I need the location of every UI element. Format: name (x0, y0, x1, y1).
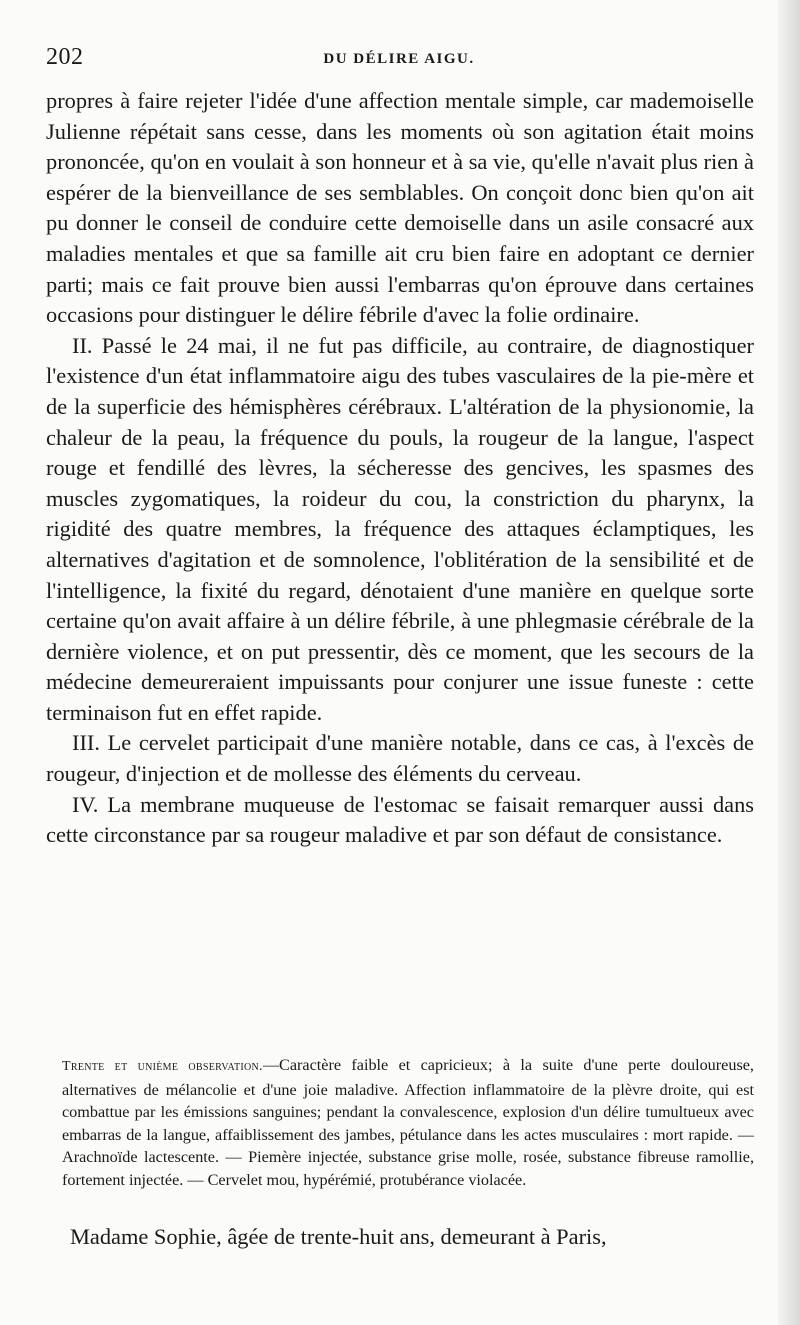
final-paragraph (70, 1222, 754, 1252)
section-iii-paragraph: III. Le cervelet participait d'une manière notable, dans ce cas, à l'excès de rougeur, d'injection et de mollesse des éléments du cerveau. (46, 730, 754, 787)
page-edge (778, 0, 800, 1325)
page-number: 202 (46, 44, 84, 70)
main-text (46, 86, 754, 851)
observation-text: —Caractère faible et capricieux; à la suite d'une perte douloureuse, alternatives de mélancolie et d'une joie maladive. Affection inflammatoire de la plèvre droite, qui est combattue par les émissions sanguines; pendant la convalescence, explosion d'un délire tumultueux avec embarras de la langue, affaiblissement des jambes, pétulance dans les actes musculaires : mort rapide. — Arachnoïde lactescente. — Piemère injectée, substance grise molle, rosée, substance fibreuse ramollie, fortement injectée. — Cervelet mou, hypérémié, protubérance violacée. (62, 1056, 754, 1189)
section-iv-paragraph: IV. La membrane muqueuse de l'estomac se faisait remarquer aussi dans cette circonstance par sa rougeur maladive et par son défaut de consistance. (46, 791, 754, 848)
continuation-paragraph: propres à faire rejeter l'idée d'une affection mentale simple, car mademoiselle Julienne répétait sans cesse, dans les moments où son agitation était moins prononcée, qu'on en voulait à son honneur et à sa vie, qu'elle n'avait plus rien à espérer de la bienveillance de ses semblables. On conçoit donc bien qu'on ait pu donner le conseil de conduire cette demoiselle dans un asile consacré aux maladies mentales et que sa famille ait cru bien faire en adoptant ce dernier parti; mais ce fait prouve bien aussi l'embarras qu'on éprouve dans certaines occasions pour distinguer le délire fébrile d'avec la folie ordinaire. (46, 88, 754, 328)
observation-paragraph (62, 1054, 754, 1191)
section-ii-paragraph: II. Passé le 24 mai, il ne fut pas difficile, au contraire, de diagnostiquer l'existence d'un état inflammatoire aigu des tubes vasculaires de la pie-mère et de la superficie des hémisphères cérébraux. L'altération de la physionomie, la chaleur de la peau, la fréquence du pouls, la rougeur de la langue, l'aspect rouge et fendillé des lèvres, la sécheresse des gencives, les spasmes des muscles zygomatiques, la roideur du cou, la constriction du pharynx, la rigidité des quatre membres, la fréquence des attaques éclamptiques, les alternatives d'agitation et de somnolence, l'oblitération de la sensibilité et de l'intelligence, la fixité du regard, dénotaient d'une manière en quelque sorte certaine qu'on avait affaire à un délire fébrile, à une phlegmasie cérébrale de la dernière violence, et on put pressentir, dès ce moment, que les secours de la médecine demeureraient impuissants pour conjurer une issue funeste : cette terminaison fut en effet rapide. (46, 332, 754, 725)
running-title: DU DÉLIRE AIGU. (323, 51, 475, 67)
final-line-text: Madame Sophie, âgée de trente-huit ans, demeurant à Paris, (70, 1224, 607, 1249)
observation-summary (62, 1054, 754, 1191)
observation-heading: Trente et unième observation. (62, 1059, 263, 1074)
running-head (46, 44, 752, 78)
